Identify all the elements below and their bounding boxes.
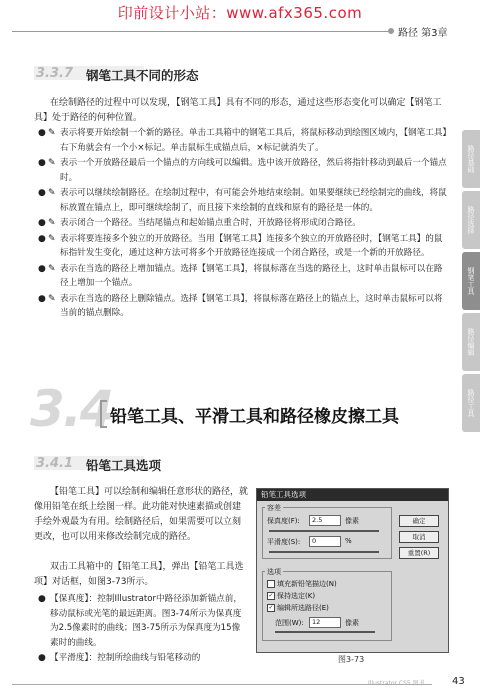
smooth-input[interactable]: 0 — [309, 536, 341, 547]
range-input[interactable]: 12 — [309, 617, 341, 628]
page-number: 43 — [452, 676, 465, 687]
side-tab[interactable]: 路径基础 — [462, 130, 480, 188]
ok-button[interactable]: 确定 — [399, 515, 439, 527]
list-item: ● ✎ 表示可以继续绘制路径。在绘制过程中，有可能会外地结束绘制。如果要继续已经绘制完的曲线，将鼠标放置在锚点上，即可继续绘制了，而且接下来绘制的直线和原有的路径是一体的。 — [38, 188, 447, 213]
pen-cursor-icon: ✎ — [48, 263, 56, 274]
edit-selected-label: 编辑所选路径(E) — [277, 604, 329, 612]
list-item: ● ✎ 表示将要开始绘制一个新的路径。单击工具箱中的钢笔工具后，将鼠标移动到绘图区域内，【钢笔工具】右下角就会有一个小×标记。单击鼠标生成锚点后，×标记就消失了。 — [38, 128, 447, 153]
list-item: ● ✎ 表示在当选的路径上增加锚点。选择【钢笔工具】，将鼠标落在当选的路径上，这时单击鼠标可以在路径上增加一个锚点。 — [38, 263, 443, 288]
side-tab[interactable]: 路径选择 — [462, 191, 480, 249]
list-item: ● 【平滑度】：控制所绘曲线与铅笔移动的 — [34, 651, 248, 666]
pen-cursor-icon: ✎ — [48, 128, 56, 138]
bullet-icon: ● — [38, 293, 46, 304]
list-item: ● ✎ 表示闭合一个路径。当结尾锚点和起始锚点重合时，开放路径将形成闭合路径。 — [34, 216, 449, 231]
fidelity-unit: 像素 — [345, 517, 359, 525]
pencil-intro-paragraph: 【铅笔工具】可以绘制和编辑任意形状的路径，就像用铅笔在纸上绘图一样。此功能对快速素描或创建手绘外观最为有用。绘制路径后，如果需要可以立刻更改，也可以用来修改绘制完成的路径。 — [34, 487, 249, 542]
smooth-unit: % — [345, 537, 352, 545]
fidelity-label: 保真度(F): — [267, 517, 300, 525]
range-label: 范围(W): — [275, 619, 304, 627]
pen-cursor-icon: ✎ — [48, 188, 56, 198]
watermark-text: 印前设计小站：www.afx365.com — [117, 4, 363, 22]
smooth-slider[interactable] — [269, 551, 379, 553]
pencil-options-dialog — [256, 488, 449, 653]
header-rule — [12, 31, 388, 32]
dialog-title: 铅笔工具选项 — [257, 489, 448, 501]
section-intro: 在绘制路径的过程中可以发现，【钢笔工具】具有不同的形态，通过这些形态变化可以确定【钢笔工具】处于路径的何种位置。 — [34, 98, 442, 123]
bullet-icon: ● — [38, 653, 46, 663]
keep-selected-checkbox[interactable]: ✓ — [268, 592, 274, 599]
list-item: ● ✎ 表示一个开放路径最后一个锚点的方向线可以编辑。选中该开放路径，然后将指针移动到最后一个锚点时。 — [38, 158, 447, 183]
chapter-section-title: 铅笔工具、平滑工具和路径橡皮擦工具 — [110, 407, 399, 427]
list-item: ● ✎ 表示将要连接多个独立的开放路径。当用【钢笔工具】连接多个独立的开放路径时，【钢笔工具】的鼠标指针发生变化，通过这种方法可将多个开放路径连接成一个闭合路径，或是一个新的开放路径。 — [38, 233, 443, 258]
cancel-button[interactable]: 取消 — [399, 531, 439, 543]
smooth-label: 平滑度(S): — [267, 538, 301, 546]
chapter-section-number: 3.4 — [30, 380, 113, 438]
section-title: 铅笔工具选项 — [86, 458, 162, 473]
pen-cursor-icon: ✎ — [48, 293, 56, 304]
bullet-icon: ● — [38, 128, 46, 138]
chapter-header: 路径 第3章 — [398, 28, 448, 39]
section-title: 钢笔工具不同的形态 — [86, 68, 199, 83]
bullet-icon: ● — [38, 233, 46, 244]
pen-forms-list — [34, 126, 449, 322]
pencil-dialog-paragraph: 双击工具箱中的【铅笔工具】，弹出【铅笔工具选项】对话框，如图3-73所示。 — [34, 562, 244, 587]
pen-cursor-icon: ✎ — [48, 218, 56, 228]
fill-checkbox[interactable] — [267, 580, 275, 588]
heading-bracket — [100, 400, 107, 428]
section-number: 3.3.7 — [36, 66, 74, 81]
side-tab[interactable]: 路径编辑 — [462, 313, 480, 371]
figure-caption: 图3-73 — [338, 655, 365, 664]
keep-selected-label: 保持选定(K) — [277, 592, 316, 600]
pencil-options-list — [34, 592, 248, 667]
options-group-label: 选项 — [267, 568, 281, 576]
bullet-icon: ● — [38, 594, 46, 604]
footer-book-title: Illustrator CS5 图书 — [368, 680, 425, 687]
pen-cursor-icon: ✎ — [48, 158, 56, 168]
bullet-icon: ● — [38, 158, 46, 168]
fidelity-input[interactable]: 2.5 — [309, 515, 341, 526]
tolerance-group-label: 容差 — [267, 504, 281, 512]
side-tab-active[interactable]: 钢笔工具 — [462, 252, 480, 310]
range-unit: 像素 — [345, 619, 359, 627]
fidelity-slider[interactable] — [269, 530, 379, 532]
side-tab-strip — [462, 130, 480, 435]
header-dot — [388, 28, 394, 34]
bullet-icon: ● — [38, 188, 46, 198]
reset-button[interactable]: 重置(R) — [399, 547, 439, 559]
edit-selected-checkbox[interactable]: ✓ — [268, 604, 274, 611]
bullet-icon: ● — [38, 263, 46, 274]
fill-option-label: 填充新铅笔描边(N) — [277, 580, 337, 588]
side-tab[interactable]: 路径工具 — [462, 374, 480, 432]
pen-cursor-icon: ✎ — [48, 233, 56, 244]
section-number: 3.4.1 — [36, 456, 74, 471]
list-item: ● 【保真度】：控制Illustrator中路径添加新锚点前，移动鼠标或光笔的最远距离。图3-74所示为保真度为2.5像素时的曲线；图3-75所示为保真度为15像素时的曲线。 — [38, 594, 242, 648]
range-slider[interactable] — [275, 631, 375, 633]
list-item: ● ✎ 表示在当选的路径上删除锚点。选择【钢笔工具】，将鼠标落在路径上的锚点上，这时单击鼠标可以将当前的锚点删除。 — [38, 293, 443, 318]
bullet-icon: ● — [38, 218, 46, 228]
